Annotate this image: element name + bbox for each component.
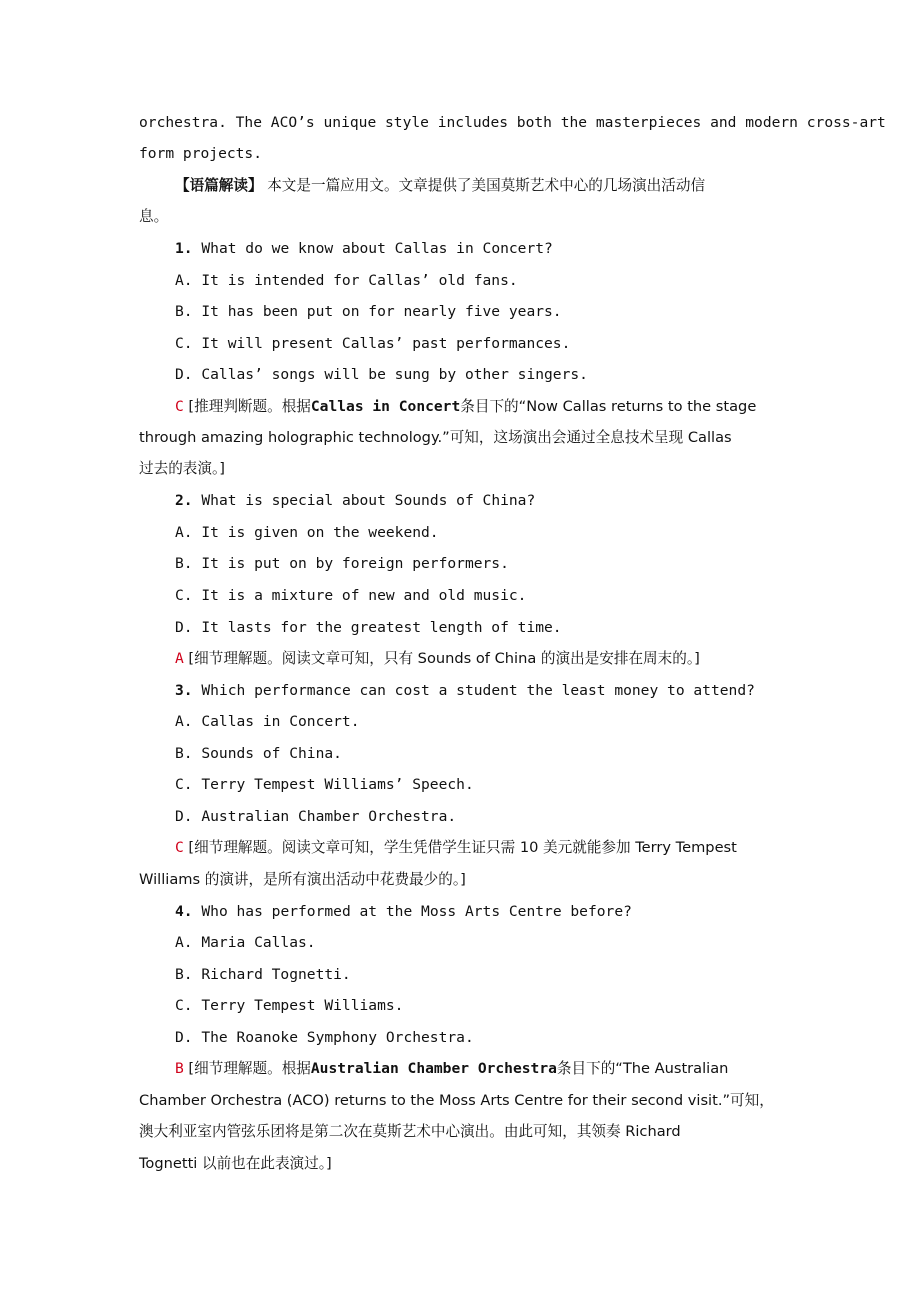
option-3b: B. Sounds of China. [175, 745, 342, 762]
answer-letter: C [175, 398, 184, 415]
explanation-keyword: Australian Chamber Orchestra [310, 1060, 557, 1077]
explanation-4-line-4: Tognetti 以前也在此表演过。] [139, 1155, 332, 1172]
answer-letter: B [175, 1060, 184, 1077]
question-stem: Which performance can cost a student the least money to attend? [201, 682, 755, 699]
reading-note-text: 本文是一篇应用文。文章提供了美国莫斯艺术中心的几场演出活动信 [262, 177, 706, 194]
question-3 [175, 681, 820, 701]
question-number: 3. [175, 682, 193, 699]
question-number: 4. [175, 903, 193, 920]
option-4b: B. Richard Tognetti. [175, 966, 351, 983]
reading-note-label: 【语篇解读】 [175, 177, 263, 194]
option-3d: D. Australian Chamber Orchestra. [175, 808, 457, 825]
question-2 [175, 491, 820, 511]
question-stem: Who has performed at the Moss Arts Centre before? [201, 903, 632, 920]
question-stem: What do we know about Callas in Concert? [201, 240, 553, 257]
question-4 [175, 902, 820, 922]
explanation-text: [细节理解题。阅读文章可知，只有 Sounds of China 的演出是安排在周末的。] [183, 650, 700, 667]
explanation-3 [175, 838, 820, 858]
option-2c: C. It is a mixture of new and old music. [175, 587, 527, 604]
explanation-4-line-3: 澳大利亚室内管弦乐团将是第二次在莫斯艺术中心演出。由此可知，其领奏 Richard [139, 1123, 681, 1140]
option-1b: B. It has been put on for nearly five years. [175, 303, 562, 320]
explanation-4 [175, 1059, 820, 1079]
option-2d: D. It lasts for the greatest length of time. [175, 619, 562, 636]
reading-note-cont: 息。 [139, 208, 169, 225]
answer-letter: A [175, 650, 184, 667]
question-stem: What is special about Sounds of China? [201, 492, 536, 509]
question-number: 1. [175, 240, 193, 257]
explanation-text: 条目下的“Now Callas returns to the stage [460, 398, 757, 415]
option-4a: A. Maria Callas. [175, 934, 316, 951]
answer-letter: C [175, 839, 184, 856]
reading-note [175, 176, 820, 196]
question-number: 2. [175, 492, 193, 509]
option-2a: A. It is given on the weekend. [175, 524, 439, 541]
explanation-text: [细节理解题。根据 [183, 1060, 311, 1077]
explanation-text: 条目下的“The Australian [556, 1060, 729, 1077]
option-3c: C. Terry Tempest Williams’ Speech. [175, 776, 474, 793]
option-4c: C. Terry Tempest Williams. [175, 997, 404, 1014]
option-1c: C. It will present Callas’ past performances. [175, 335, 571, 352]
explanation-1-line-3: 过去的表演。] [139, 460, 225, 477]
option-1d: D. Callas’ songs will be sung by other singers. [175, 366, 588, 383]
explanation-keyword: Callas in Concert [310, 398, 461, 415]
explanation-4-line-2: Chamber Orchestra (ACO) returns to the Moss Arts Centre for their second visit.”可知， [139, 1092, 774, 1109]
explanation-1-line-2: through amazing holographic technology.”可知，这场演出会通过全息技术呈现 Callas [139, 429, 732, 446]
option-4d: D. The Roanoke Symphony Orchestra. [175, 1029, 474, 1046]
explanation-text: [推理判断题。根据 [183, 398, 311, 415]
intro-line-2: form projects. [139, 145, 263, 162]
option-3a: A. Callas in Concert. [175, 713, 360, 730]
option-1a: A. It is intended for Callas’ old fans. [175, 272, 518, 289]
explanation-2 [175, 649, 820, 669]
explanation-3-line-2: Williams 的演讲，是所有演出活动中花费最少的。] [139, 871, 466, 888]
question-1 [175, 239, 820, 259]
intro-line-1: orchestra. The ACO’s unique style includes both the masterpieces and modern cross-art [139, 114, 886, 131]
explanation-1 [175, 397, 820, 417]
explanation-text: [细节理解题。阅读文章可知，学生凭借学生证只需 10 美元就能参加 Terry Tempest [183, 839, 737, 856]
option-2b: B. It is put on by foreign performers. [175, 555, 509, 572]
